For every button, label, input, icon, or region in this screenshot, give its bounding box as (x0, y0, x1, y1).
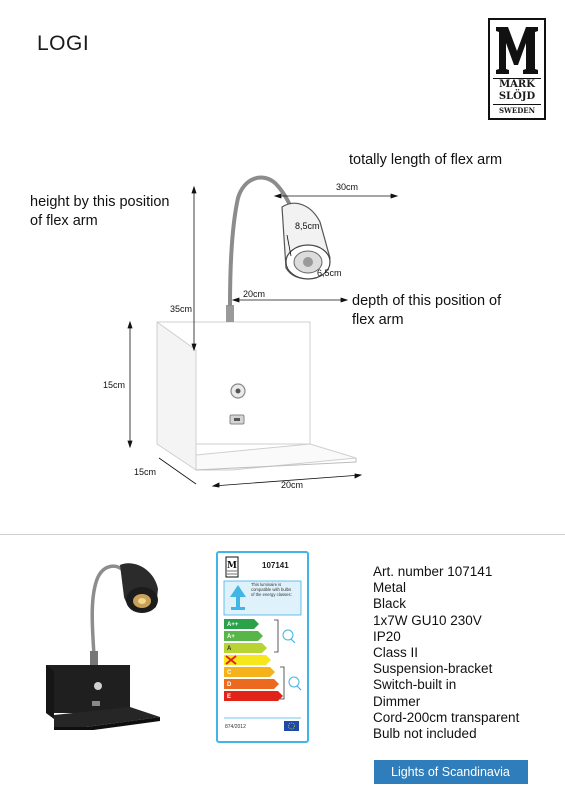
footer-text: Lights of Scandinavia (391, 765, 510, 779)
label-compatible-line: compatible with bulbs (251, 587, 292, 592)
note-flex-length: totally length of flex arm (349, 152, 503, 168)
usb-slot (234, 418, 240, 421)
footer-banner (374, 760, 528, 784)
label-regulation: 874/2012 (225, 724, 246, 730)
product-image (30, 555, 180, 730)
label-art-number: 107141 (262, 561, 289, 570)
logo-text-sweden: SWEDEN (498, 106, 536, 115)
note-depth-line-1: depth of this position of (352, 293, 502, 309)
spec-item: Bulb not included (373, 726, 477, 742)
spec-item: Black (373, 596, 407, 612)
spec-item: Class II (373, 645, 419, 661)
page-title: LOGI (37, 32, 90, 55)
spec-item: Cord-200cm transparent (373, 709, 520, 725)
spec-item: Dimmer (373, 693, 421, 709)
spec-item: Suspension-bracket (373, 661, 493, 677)
note-height-line-2: of flex arm (30, 213, 98, 229)
arm-mount (226, 305, 234, 322)
energy-class (227, 655, 238, 667)
logo-text-slojd: SLÖJD (498, 91, 536, 102)
energy-class: D (227, 682, 232, 688)
svg-text:M: M (227, 561, 237, 571)
energy-class: E (227, 694, 232, 700)
dim-shade-height: 8,5cm (295, 221, 320, 231)
spec-item: Metal (373, 580, 407, 596)
note-height-line-1: height by this position (30, 194, 170, 210)
spec-list (373, 564, 519, 742)
label-compatible-line: of the energy classes: (251, 592, 292, 597)
spec-item: Switch-built in (373, 677, 457, 693)
spec-item: Art. number 107141 (373, 564, 493, 579)
dim-shelf-depth: 15cm (134, 467, 157, 477)
section-divider (0, 534, 565, 535)
label-compatible-text (251, 582, 292, 597)
spec-item: IP20 (373, 628, 401, 644)
energy-label (216, 551, 309, 743)
dim-shelf-width: 20cm (281, 480, 304, 490)
dim-arm-length: 30cm (336, 182, 359, 192)
dim-total-height: 35cm (170, 304, 193, 314)
logo-text-mark: MARK (499, 79, 535, 90)
energy-class: A+ (227, 634, 235, 640)
note-depth-line-2: flex arm (352, 312, 404, 328)
dim-shade-width: 6,5cm (317, 268, 342, 278)
energy-class: A (227, 646, 232, 652)
energy-class: A++ (227, 622, 239, 628)
dim-arm-depth: 20cm (243, 289, 266, 299)
spec-item: 1x7W GU10 230V (373, 612, 482, 628)
flex-arm (230, 178, 292, 306)
label-compatible-line: This luminaire is (251, 582, 282, 587)
energy-class: C (227, 670, 232, 676)
dimmer-knob (236, 389, 241, 394)
label-class-list (227, 619, 238, 703)
dim-plate-height: 15cm (103, 380, 126, 390)
